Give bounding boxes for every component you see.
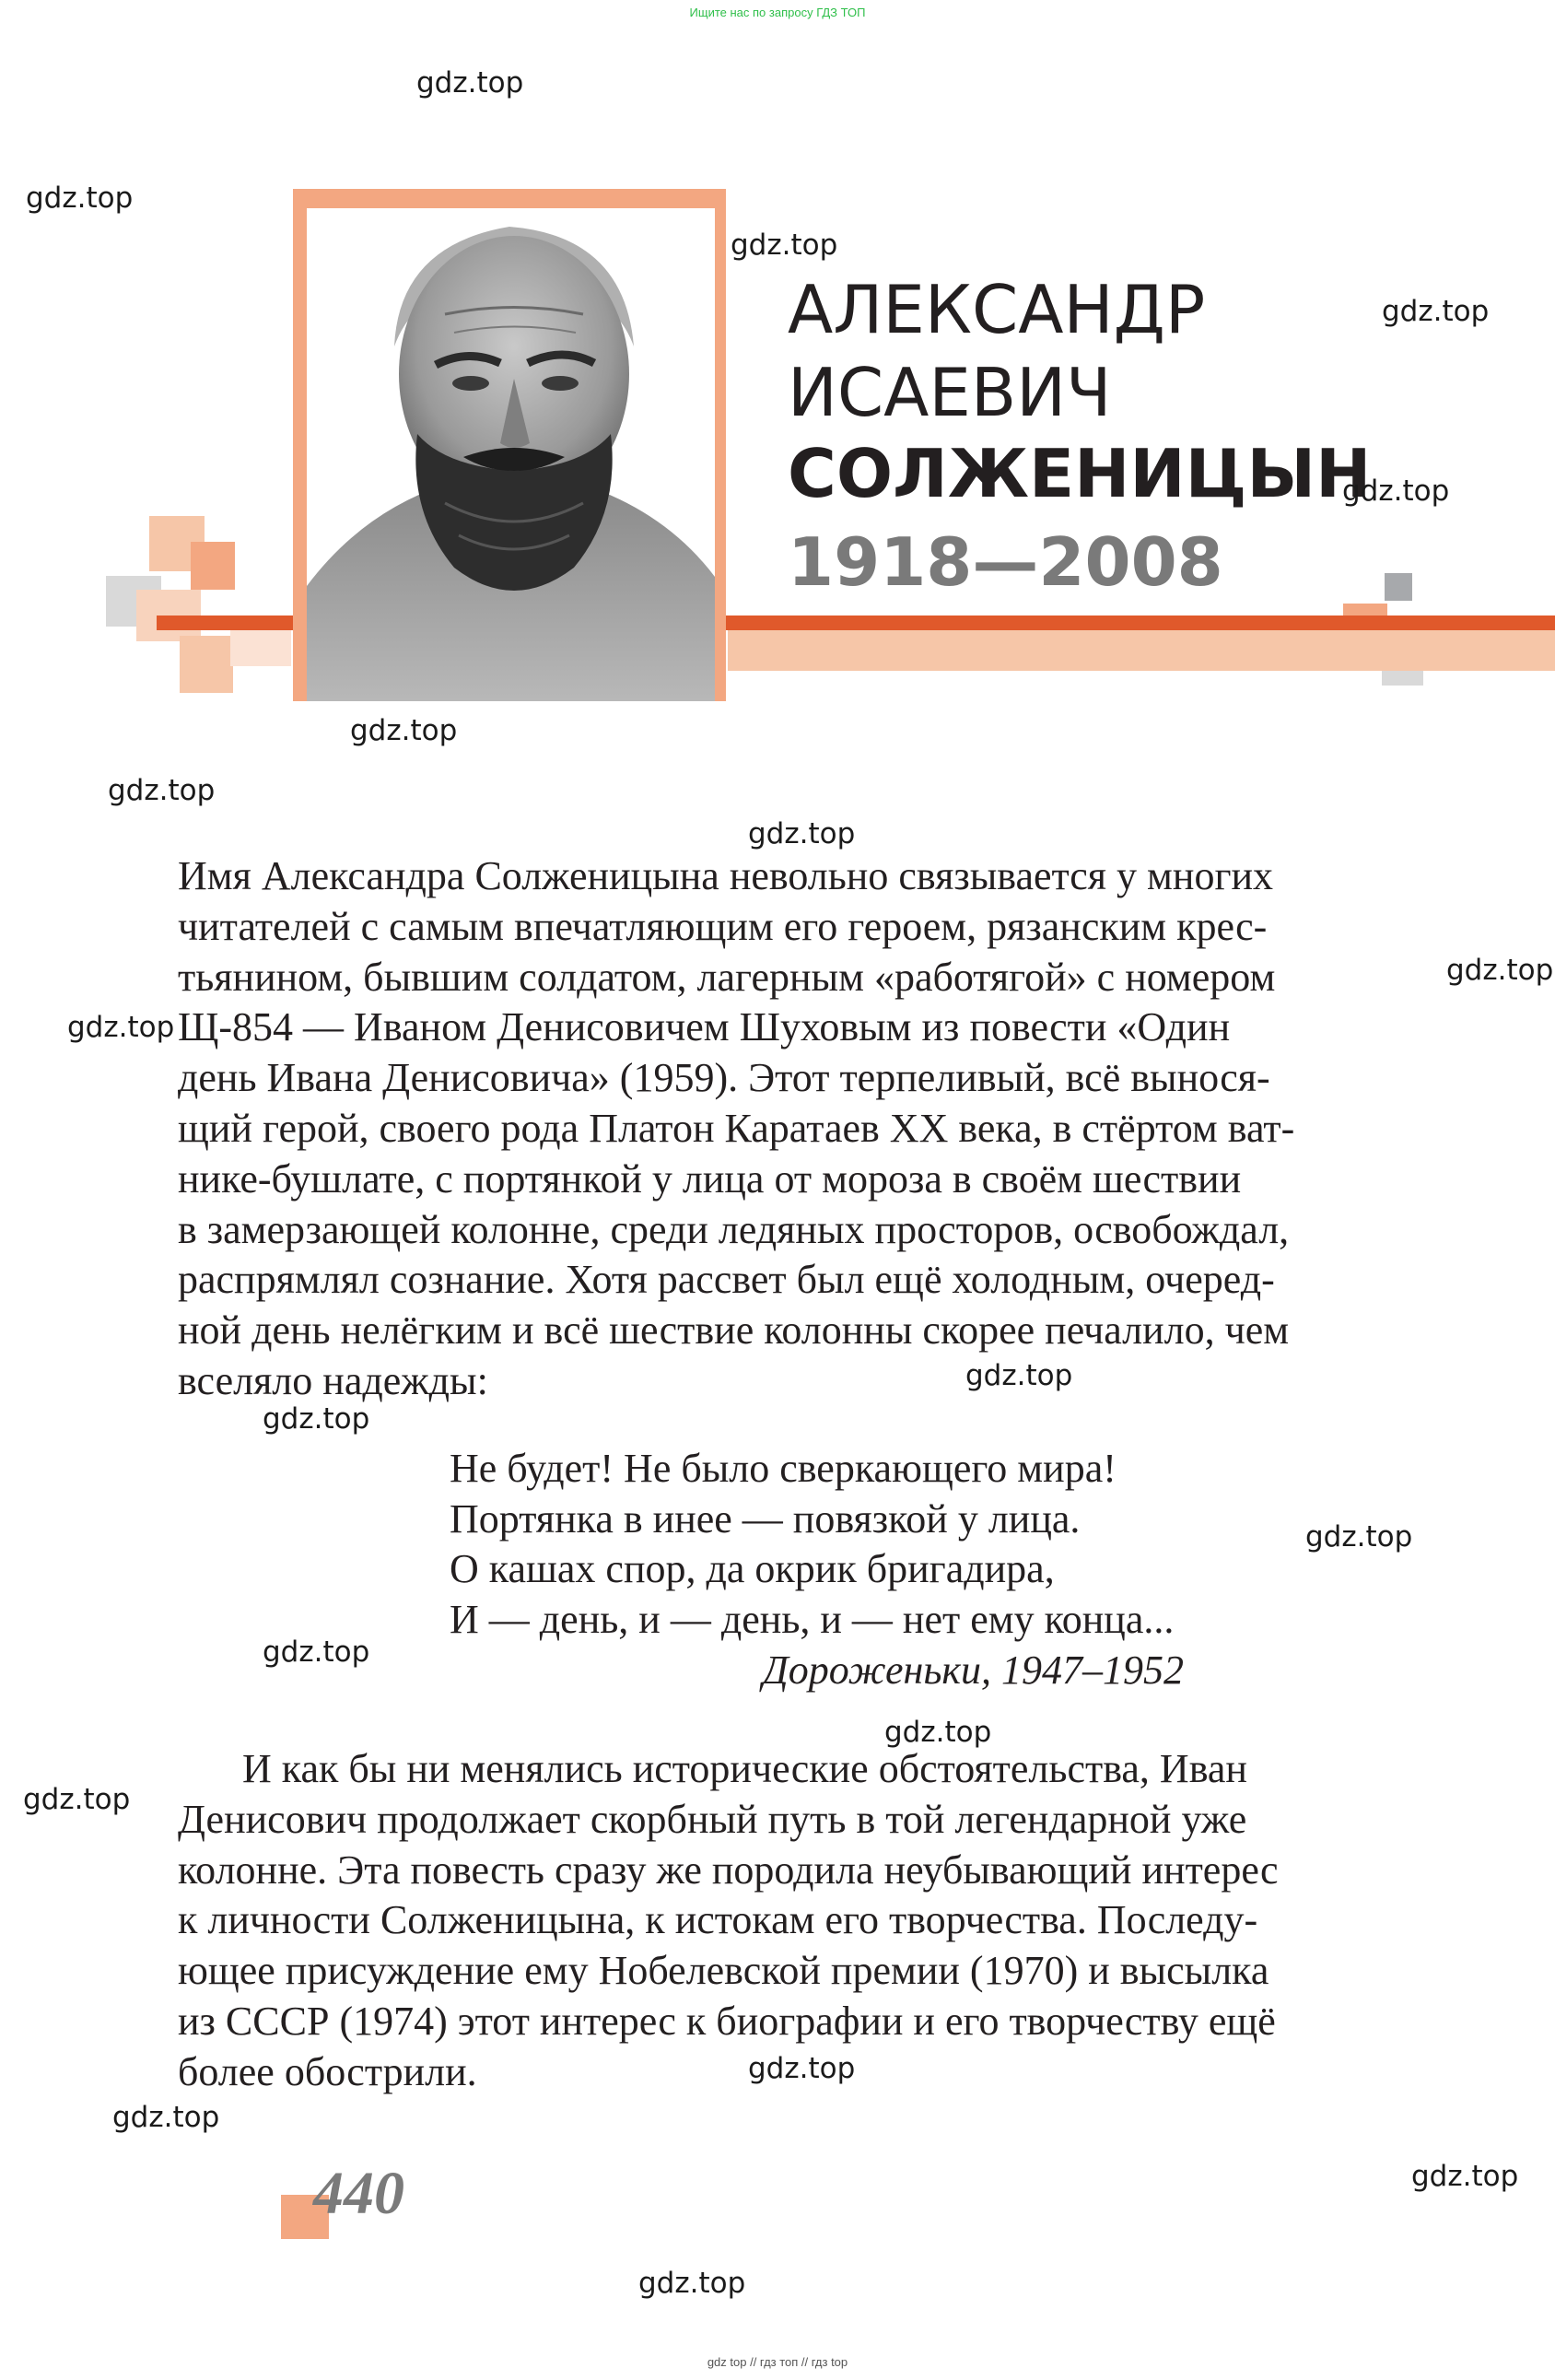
watermark: gdz.top (23, 1783, 131, 1816)
text-line (178, 1744, 1403, 1795)
text-line: более обострили. (178, 2048, 477, 2094)
author-first-name: АЛЕКСАНДР (788, 271, 1206, 348)
portrait-photo (307, 208, 715, 701)
watermark: gdz.top (67, 1011, 175, 1044)
author-surname: СОЛЖЕНИЦЫН (788, 435, 1372, 512)
text-line: Денисович продолжает скорбный путь в той легендарной уже (178, 1796, 1247, 1842)
watermark: gdz.top (108, 774, 216, 807)
text-line: тьянином, бывшим солдатом, лагерным «работягой» с номером (178, 954, 1276, 1000)
decor-square (191, 542, 235, 590)
poem-line: И — день, и — день, и — нет ему конца... (450, 1596, 1175, 1642)
poem-line: Не будет! Не было сверкающего мира! (450, 1446, 1117, 1491)
text-line: Щ-854 — Иваном Денисовичем Шуховым из повести «Один (178, 1004, 1231, 1050)
poem-line: О кашах спор, да окрик бригадира, (450, 1546, 1055, 1591)
author-years: 1918—2008 (788, 523, 1223, 601)
text-line: вселяло надежды: (178, 1357, 488, 1403)
portrait-image (307, 208, 715, 701)
watermark: gdz.top (263, 1402, 370, 1436)
text-line: в замерзающей колонне, среди ледяных просторов, освобождал, (178, 1206, 1290, 1252)
watermark: gdz.top (1411, 2160, 1519, 2193)
page-number: 440 (313, 2160, 404, 2227)
text-line: нике-бушлате, с портянкой у лица от мороза в своём шествии (178, 1155, 1242, 1202)
bottom-note: gdz top // гдз топ // гдз top (707, 2355, 848, 2369)
watermark: gdz.top (748, 2052, 856, 2085)
watermark: gdz.top (884, 1716, 992, 1749)
text-line-content: И как бы ни менялись исторические обстоятельства, Иван (242, 1746, 1247, 1791)
watermark: gdz.top (350, 714, 458, 747)
watermark: gdz.top (1342, 475, 1450, 508)
text-line: Имя Александра Солженицына невольно связывается у многих (178, 853, 1274, 898)
watermark: gdz.top (731, 229, 838, 262)
poem-line: Портянка в инее — повязкой у лица. (450, 1495, 1081, 1542)
watermark: gdz.top (1446, 954, 1554, 987)
header-band-light (728, 630, 1555, 671)
text-line: читателей с самым впечатляющим его героем, рязанским крес- (178, 903, 1268, 949)
watermark: gdz.top (965, 1359, 1073, 1392)
watermark: gdz.top (416, 66, 524, 100)
paragraph-2 (178, 1744, 1403, 2098)
watermark: gdz.top (26, 182, 134, 215)
text-line: к личности Солженицына, к истокам его творчества. Последу- (178, 1897, 1258, 1943)
watermark: gdz.top (1382, 295, 1490, 328)
paragraph-1 (178, 851, 1403, 1407)
decor-square (1385, 573, 1412, 601)
text-line: колонне. Эта повесть сразу же породила неубывающий интерес (178, 1847, 1279, 1893)
author-patronymic: ИСАЕВИЧ (788, 354, 1112, 431)
text-line: ющее присуждение ему Нобелевской премии (1970) и высылка (178, 1948, 1269, 1994)
top-search-note: Ищите нас по запросу ГДЗ ТОП (689, 6, 866, 19)
watermark: gdz.top (1305, 1520, 1413, 1553)
text-line: распрямлял сознание. Хотя рассвет был ещё холодным, очеред- (178, 1257, 1275, 1303)
watermark: gdz.top (263, 1636, 370, 1669)
decor-square (180, 636, 233, 693)
watermark: gdz.top (748, 817, 856, 850)
watermark: gdz.top (638, 2267, 746, 2300)
text-line: ной день нелёгким и всё шествие колонны скорее печалило, чем (178, 1307, 1290, 1354)
poem-epigraph (450, 1444, 1174, 1645)
text-line: из СССР (1974) этот интерес к биографии и его творчеству ещё (178, 1998, 1276, 2044)
text-line: день Ивана Денисовича» (1959). Этот терпеливый, всё вынося- (178, 1055, 1270, 1101)
poem-signature: Дороженьки, 1947–1952 (762, 1647, 1184, 1693)
text-line: щий герой, своего рода Платон Каратаев XX века, в стёртом ват- (178, 1105, 1295, 1151)
watermark: gdz.top (112, 2101, 220, 2134)
